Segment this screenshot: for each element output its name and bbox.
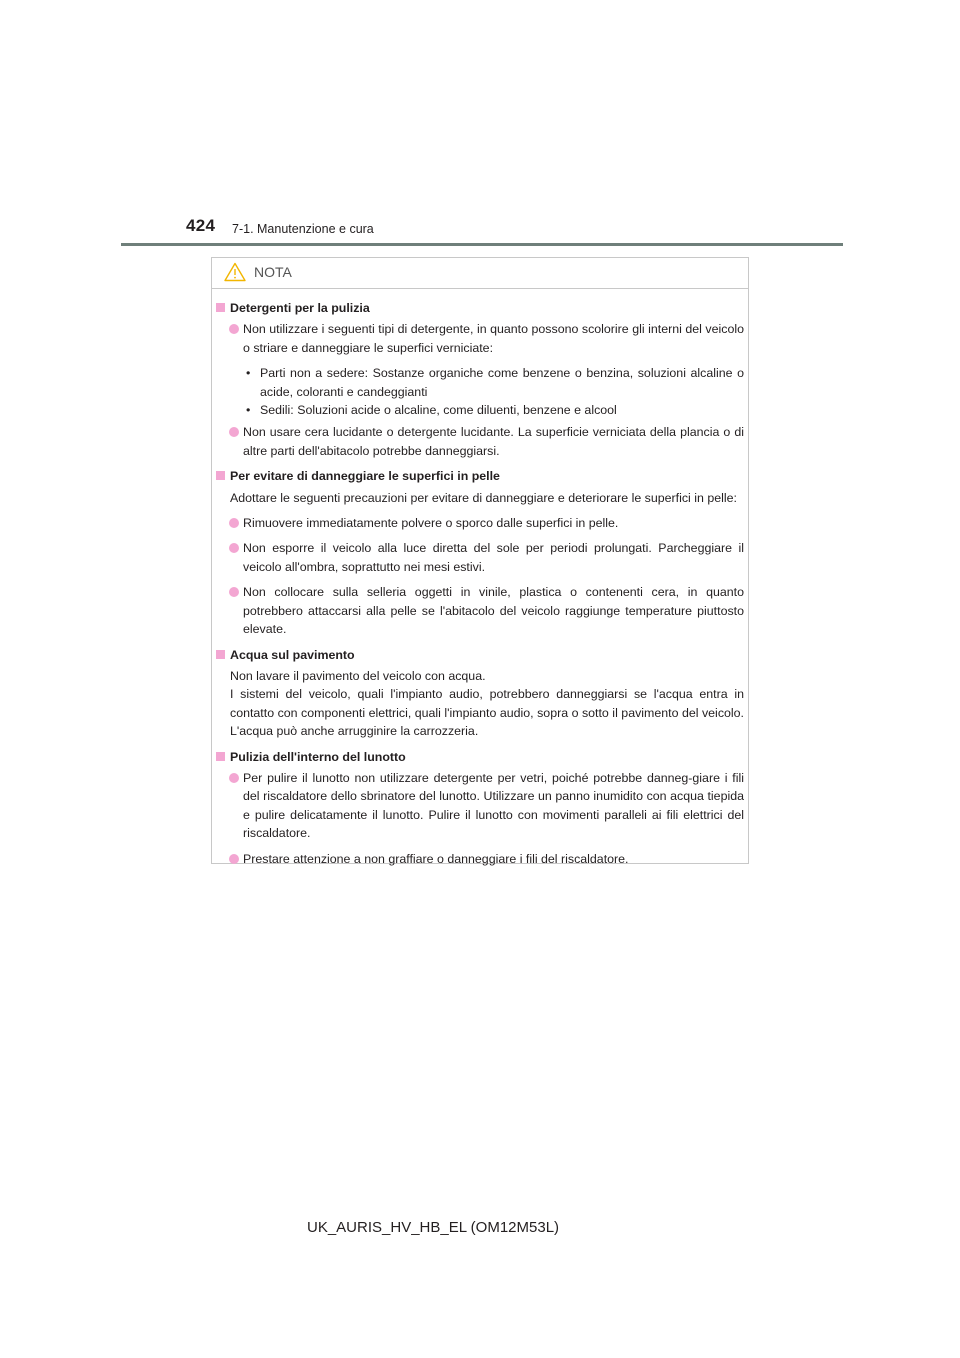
round-bullet-icon	[229, 427, 239, 437]
section-title-detergents: Detergenti per la pulizia	[216, 299, 744, 317]
section-title: 7-1. Manutenzione e cura	[232, 222, 374, 236]
list-item: Non esporre il veicolo alla luce diretta del sole per periodi prolungati. Parcheggiare il veicolo all'ombra, soprattutto nei mesi estivi.	[216, 539, 744, 576]
sub-bullet-icon: •	[246, 366, 251, 381]
list-item: Non usare cera lucidante o detergente lucidante. La superficie verniciata della plancia o di altre parti dell'abitacolo potrebbe danneggiarsi.	[216, 423, 744, 460]
list-item: Rimuovere immediatamente polvere o sporco dalle superfici in pelle.	[216, 514, 744, 532]
round-bullet-icon	[229, 854, 239, 864]
section-rear-window	[216, 748, 744, 868]
paragraph: I sistemi del veicolo, quali l'impianto audio, potrebbero danneggiarsi se l'acqua entra in contatto con componenti elettrici, quali l'impianto audio, sopra o sotto il pavimento del veicolo. L'acqua può anche arrugginire la carrozzeria.	[230, 687, 744, 739]
list-item: Per pulire il lunotto non utilizzare detergente per vetri, poiché potrebbe danneg-giare i fili del riscaldatore dello sbrinatore del lunotto. Utilizzare un panno inumidito con acqua tiepida e pulire delicatamente il lunotto. Pulire il lunotto con movimenti paralleli ai fili elettrici del riscaldatore.	[216, 769, 744, 843]
note-label: NOTA	[254, 264, 292, 280]
section-title-floor-water: Acqua sul pavimento	[216, 646, 744, 664]
round-bullet-icon	[229, 518, 239, 528]
sub-item: • Sedili: Soluzioni acide o alcaline, come diluenti, benzene e alcool	[216, 401, 744, 419]
list-item: Prestare attenzione a non graffiare o danneggiare i fili del riscaldatore.	[216, 850, 744, 868]
list-item: Non collocare sulla selleria oggetti in vinile, plastica o contenenti cera, in quanto potrebbero attaccarsi alla pelle se l'abitacolo del veicolo raggiunge temperature piuttosto elevate.	[216, 583, 744, 638]
warning-triangle-icon	[224, 262, 246, 282]
square-bullet-icon	[216, 752, 225, 761]
section-title-rear-window: Pulizia dell'interno del lunotto	[216, 748, 744, 766]
note-box	[211, 257, 749, 864]
page-number: 424	[186, 216, 216, 235]
round-bullet-icon	[229, 773, 239, 783]
paragraph: Adottare le seguenti precauzioni per evitare di danneggiare e deteriorare le superfici in pelle:	[230, 490, 737, 505]
round-bullet-icon	[229, 587, 239, 597]
footer-code: UK_AURIS_HV_HB_EL (OM12M53L)	[307, 1219, 560, 1236]
list-item: Non utilizzare i seguenti tipi di detergente, in quanto possono scolorire gli interni del veicolo o striare e danneggiare le superfici verniciate:	[216, 320, 744, 357]
section-leather	[216, 467, 744, 638]
paragraph: Non lavare il pavimento del veicolo con acqua.	[230, 668, 486, 683]
note-body	[216, 299, 744, 875]
square-bullet-icon	[216, 303, 225, 312]
sub-item: • Parti non a sedere: Sostanze organiche come benzene o benzina, soluzioni alcaline o acide, coloranti e candeggianti	[246, 366, 744, 399]
round-bullet-icon	[229, 324, 239, 334]
section-title-leather: Per evitare di danneggiare le superfici in pelle	[216, 467, 744, 485]
header-rule	[121, 243, 843, 246]
note-header	[212, 258, 748, 289]
section-floor-water	[216, 646, 744, 741]
sub-bullet-icon: •	[246, 403, 251, 418]
square-bullet-icon	[216, 471, 225, 480]
round-bullet-icon	[229, 543, 239, 553]
square-bullet-icon	[216, 650, 225, 659]
section-detergents	[216, 299, 744, 460]
